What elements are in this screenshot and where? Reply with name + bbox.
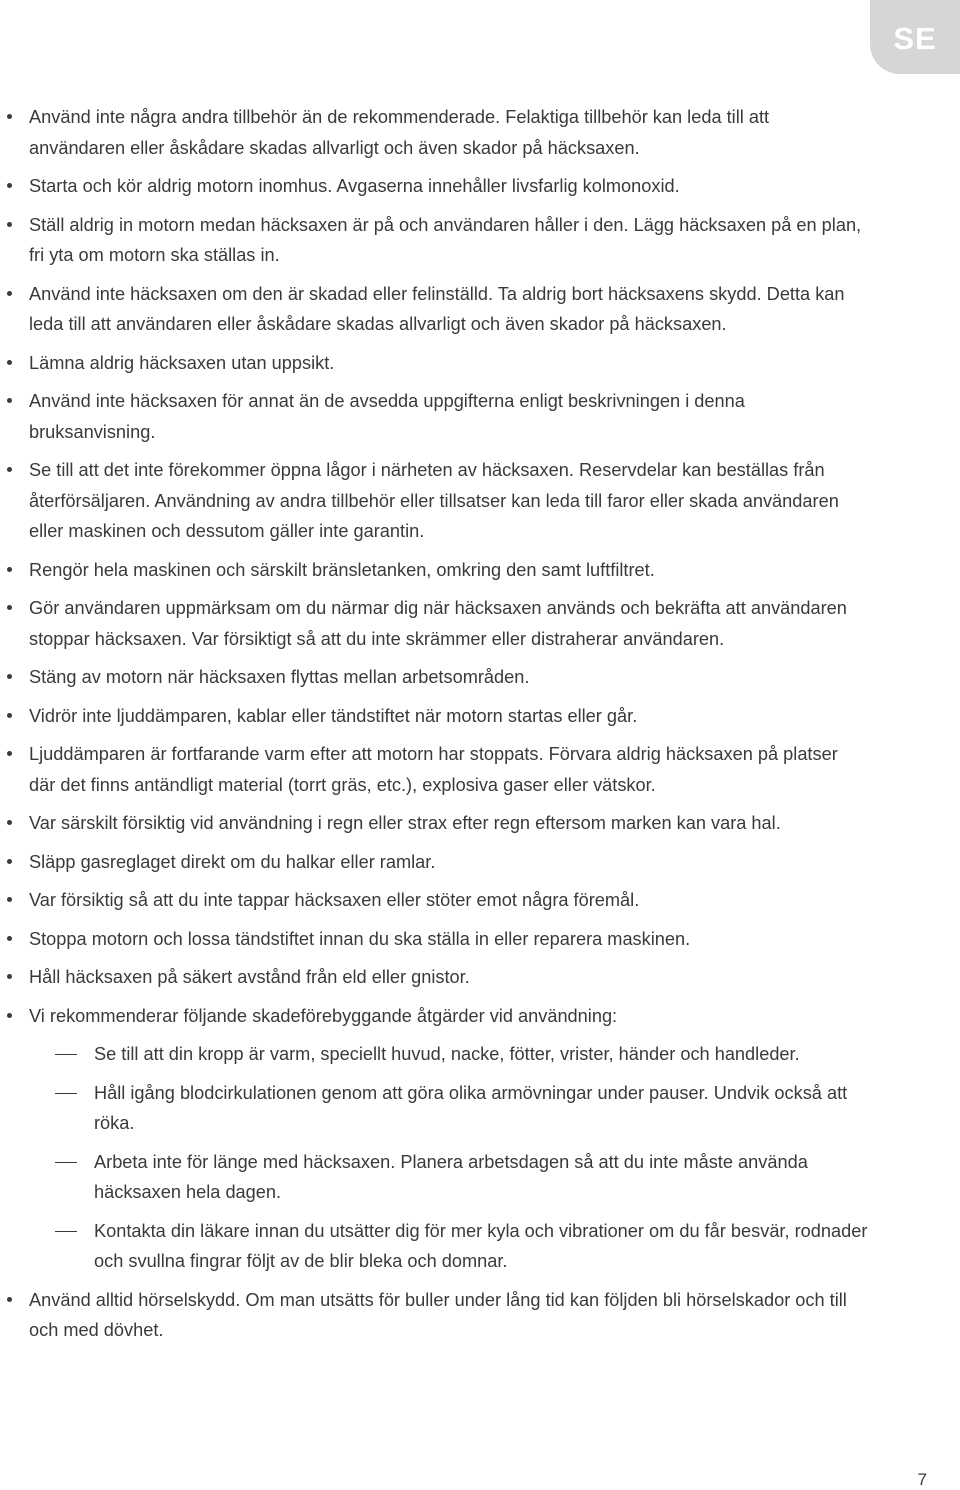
list-item [0,739,869,800]
list-item-text: Släpp gasreglaget direkt om du halkar eller ramlar. [29,851,436,872]
list-item-text: Ställ aldrig in motorn medan häcksaxen är på och användaren håller i den. Lägg häcksaxen på en plan, fri yta om motorn ska ställas in. [29,214,862,265]
bullet-icon [7,605,12,610]
list-item [0,1001,869,1032]
list-item [0,348,869,379]
list-item [0,102,869,163]
bullet-icon [7,974,12,979]
sub-list-item [0,1216,874,1277]
sub-list-item-text: Håll igång blodcirkulationen genom att göra olika armövningar under pauser. Undvik också att röka. [94,1082,848,1133]
bullet-icon [7,713,12,718]
list-item [0,662,869,693]
bullet-icon [7,222,12,227]
bullet-icon [7,114,12,119]
dash-icon [55,1093,77,1094]
list-item [0,455,869,547]
list-item [0,210,869,271]
list-item [0,847,869,878]
list-item-text: Var försiktig så att du inte tappar häcksaxen eller stöter emot några föremål. [29,890,640,910]
bullet-icon [7,859,12,864]
list-item-text: Se till att det inte förekommer öppna lågor i närheten av häcksaxen. Reservdelar kan beställas från återförsäljaren. Användning av andra tillbehör eller tillsatser kan leda till faror eller skada användaren eller maskinen och dessutom gäller inte garantin. [29,460,839,541]
sub-list-item [0,1039,874,1070]
sub-list-item-text: Se till att din kropp är varm, speciellt huvud, nacke, fötter, vrister, händer och handleder. [94,1044,800,1064]
bullet-icon [7,820,12,825]
bullet-icon [7,398,12,403]
list-item-text: Var särskilt försiktig vid användning i regn eller strax efter regn eftersom marken kan vara hal. [29,813,781,833]
bullet-icon [7,897,12,902]
list-item [0,171,869,202]
list-item-text: Ljuddämparen är fortfarande varm efter att motorn har stoppats. Förvara aldrig häcksaxen på platser där det finns antändligt material (torrt gräs, etc.), explosiva gaser eller vätskor. [29,744,838,795]
bullet-icon [7,183,12,188]
dash-icon [55,1162,77,1163]
list-item [0,1285,869,1346]
bullet-icon [7,291,12,296]
bullet-icon [7,467,12,472]
page-number: 7 [917,1470,927,1489]
list-item-text: Använd inte häcksaxen för annat än de avsedda uppgifterna enligt beskrivningen i denna bruksanvisning. [29,391,745,442]
dash-icon [55,1231,77,1232]
sub-list-item-text: Arbeta inte för länge med häcksaxen. Planera arbetsdagen så att du inte måste använda häcksaxen hela dagen. [94,1151,808,1202]
list-item [0,279,869,340]
bullet-icon [7,936,12,941]
list-item-text: Använd inte några andra tillbehör än de rekommenderade. Felaktiga tillbehör kan leda till att användaren eller åskådare skadas allvarligt och även skador på häcksaxen. [29,107,770,158]
sub-list-item [0,1147,874,1208]
list-item [0,808,869,839]
bullet-icon [7,674,12,679]
sub-list-item [0,1078,874,1139]
dash-icon [55,1054,77,1055]
bullet-icon [7,1297,12,1302]
list-item-text: Stoppa motorn och lossa tändstiftet innan du ska ställa in eller reparera maskinen. [29,928,691,949]
list-item-text: Vidrör inte ljuddämparen, kablar eller tändstiftet när motorn startas eller går. [29,705,638,726]
list-item [0,593,869,654]
list-item [0,701,869,732]
list-item-text: Använd alltid hörselskydd. Om man utsätts för buller under lång tid kan följden bli hörselskador och till och med dövhet. [29,1289,847,1340]
list-item-text: Använd inte häcksaxen om den är skadad eller felinställd. Ta aldrig bort häcksaxens skydd. Detta kan leda till att användaren eller åskådare skadas allvarligt och även skador på häcksaxen. [29,283,845,334]
list-item-text: Håll häcksaxen på säkert avstånd från eld eller gnistor. [29,967,470,987]
list-item-text: Rengör hela maskinen och särskilt bränsletanken, omkring den samt luftfiltret. [29,559,655,580]
bullet-icon [7,567,12,572]
list-item-text: Gör användaren uppmärksam om du närmar dig när häcksaxen används och bekräfta att användaren stoppar häcksaxen. Var försiktigt så att du inte skrämmer eller distraherar användaren. [29,598,847,649]
list-item [0,962,869,993]
list-item-text: Starta och kör aldrig motorn inomhus. Avgaserna innehåller livsfarlig kolmonoxid. [29,176,680,196]
safety-instructions-list [0,102,960,1354]
bullet-icon [7,360,12,365]
list-item-text: Vi rekommenderar följande skadeförebyggande åtgärder vid användning: [29,1005,618,1026]
list-item [0,555,869,586]
list-item [0,885,869,916]
list-item-text: Stäng av motorn när häcksaxen flyttas mellan arbetsområden. [29,667,530,687]
list-item [0,924,869,955]
sub-list-item-text: Kontakta din läkare innan du utsätter dig för mer kyla och vibrationer om du får besvär, rodnader och svullna fingrar följt av de blir bleka och domnar. [94,1220,868,1271]
list-item [0,386,869,447]
bullet-icon [7,751,12,756]
bullet-icon [7,1013,12,1018]
list-item-text: Lämna aldrig häcksaxen utan uppsikt. [29,352,335,373]
language-tab: SE [870,0,960,74]
